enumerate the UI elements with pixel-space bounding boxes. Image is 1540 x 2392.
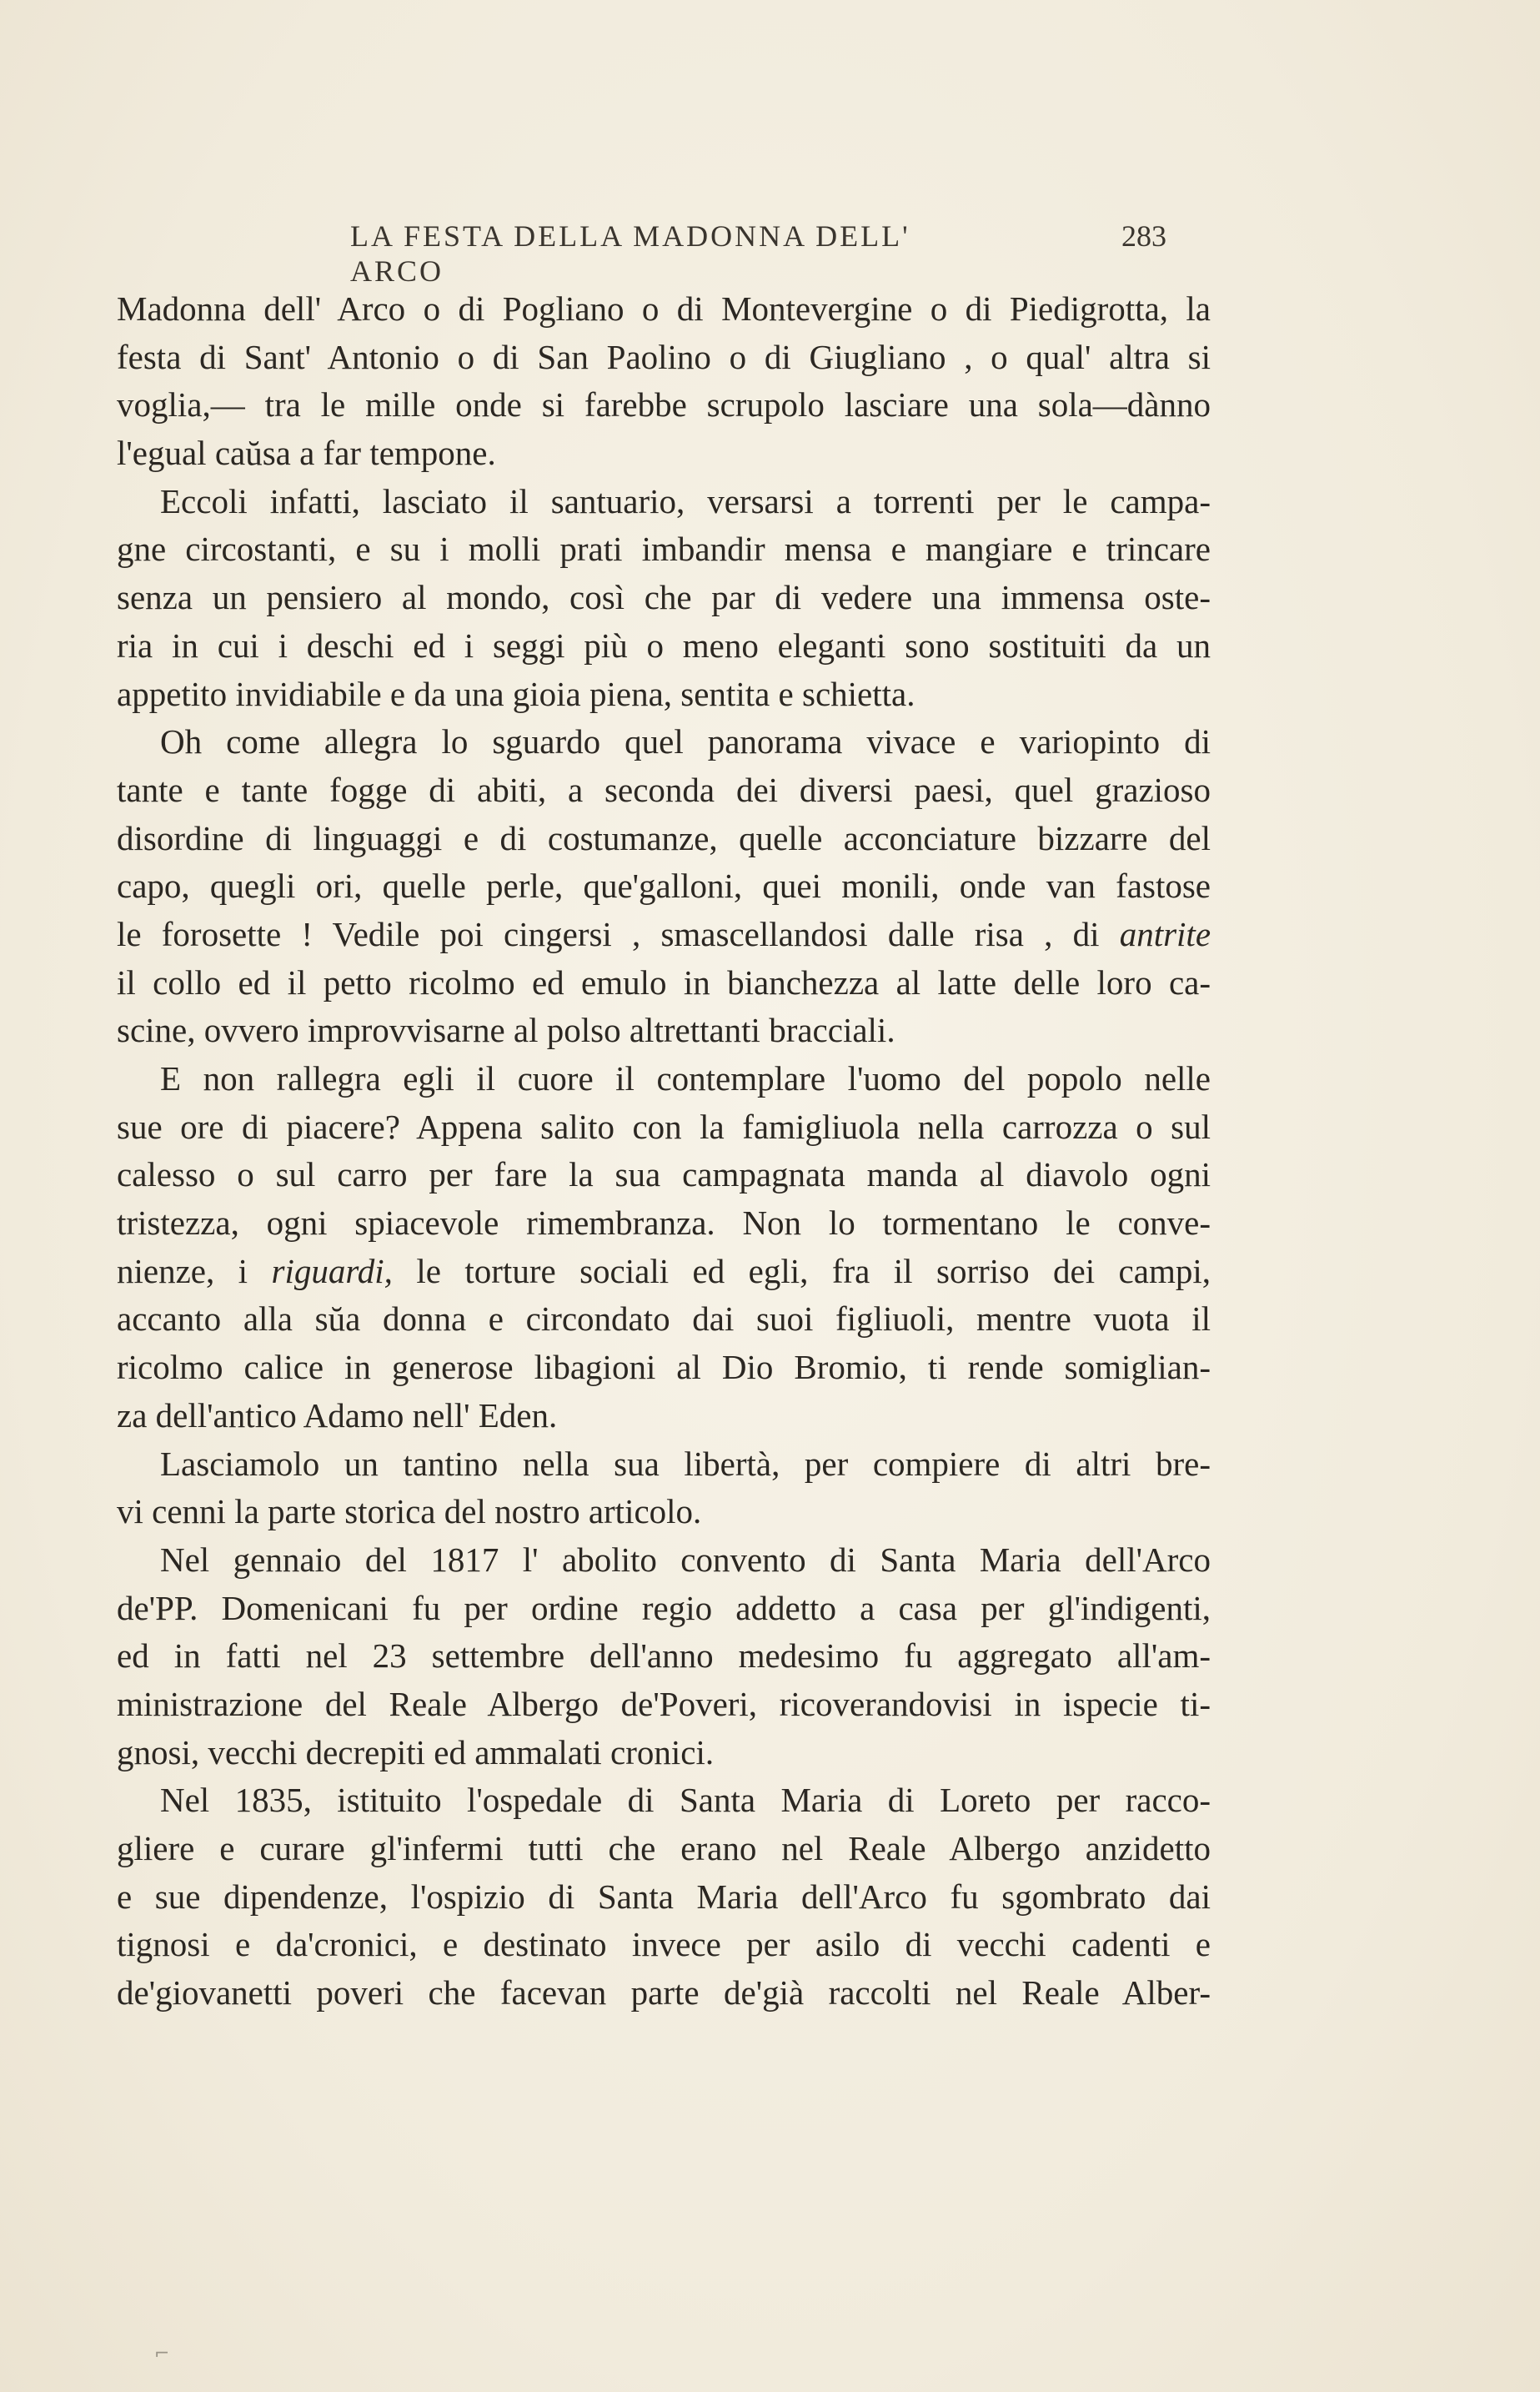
text-line-part: nienze, i [117,1251,248,1290]
text-line: e sue dipendenze, l'ospizio di Santa Maria dell'Arco fu sgombrato dai [117,1877,1211,1916]
paragraph-start-line: Nel 1835, istituito l'ospedale di Santa Maria di Loreto per racco- [160,1781,1211,1820]
paragraph-start-line: Lasciamolo un tantino nella sua libertà, per compiere di altri bre- [160,1444,1211,1483]
text-line: ria in cui i deschi ed i seggi più o meno eleganti sono sostituiti da un [117,626,1211,665]
text-line: capo, quegli ori, quelle perle, que'galloni, quei monili, onde van fastose [117,867,1211,906]
text-line: Madonna dell' Arco o di Pogliano o di Montevergine o di Piedigrotta, la [117,289,1211,328]
paragraph-start-line: Eccoli infatti, lasciato il santuario, versarsi a torrenti per le campa- [160,481,1211,520]
text-line [117,911,1211,959]
text-line: gliere e curare gl'infermi tutti che erano nel Reale Albergo anzidetto [117,1829,1211,1867]
text-line: sue ore di piacere? Appena salito con la famigliuola nella carrozza o sul [117,1107,1211,1146]
text-line: il collo ed il petto ricolmo ed emulo in bianchezza al latte delle loro ca- [117,962,1211,1002]
text-line: ricolmo calice in generose libagioni al Dio Bromio, ti rende somiglian- [117,1348,1211,1387]
text-line: calesso o sul carro per fare la sua campagnata manda al diavolo ogni [117,1155,1211,1194]
text-line: accanto alla sŭa donna e circondato dai suoi figliuoli, mentre vuota il [117,1299,1211,1339]
text-line: ministrazione del Reale Albergo de'Poveri, ricoverandovisi in ispecie ti- [117,1684,1211,1723]
italic-word: antrite [1119,914,1211,953]
text-line: de'giovanetti poveri che facevan parte de'già raccolti nel Reale Alber- [117,1973,1211,2013]
text-line: vi cenni la parte storica del nostro articolo. [117,1492,702,1531]
text-line: l'egual caŭsa a far tempone. [117,434,496,473]
running-title: LA FESTA DELLA MADONNA DELL' ARCO [350,219,910,288]
text-line [117,1248,1211,1296]
page-number: 283 [1121,219,1166,253]
text-line: disordine di linguaggi e di costumanze, quelle acconciature bizzarre del [117,818,1211,857]
running-head [0,219,1540,288]
text-line: scine, ovvero improvvisarne al polso altrettanti bracciali. [117,1011,895,1050]
text-line: tignosi e da'cronici, e destinato invece per asilo di vecchi cadenti e [117,1925,1211,1964]
text-line: tristezza, ogni spiacevole rimembranza. Non lo tormentano le conve- [117,1204,1211,1243]
text-line-part: le torture sociali ed egli, fra il sorriso dei campi, [416,1251,1211,1290]
text-line: tante e tante fogge di abiti, a seconda dei diversi paesi, quel grazioso [117,770,1211,809]
italic-word: riguardi, [271,1251,393,1290]
body-text [117,285,1211,2018]
paragraph-start-line: Nel gennaio del 1817 l' abolito convento di Santa Maria dell'Arco [160,1540,1211,1579]
stray-ink-mark: ⌐ [154,2344,170,2364]
text-line: festa di Sant' Antonio o di San Paolino o di Giugliano , o qual' altra si [117,337,1211,376]
text-line-part: le forosette ! Vedile poi cingersi , smascellandosi dalle risa , di [117,914,1100,953]
paragraph-start-line: Oh come allegra lo sguardo quel panorama vivace e variopinto di [160,722,1211,761]
text-line: gne circostanti, e su i molli prati imbandir mensa e mangiare e trincare [117,530,1211,569]
text-line: de'PP. Domenicani fu per ordine regio addetto a casa per gl'indigenti, [117,1588,1211,1627]
paragraph-start-line: E non rallegra egli il cuore il contemplare l'uomo del popolo nelle [160,1059,1211,1098]
text-line: ed in fatti nel 23 settembre dell'anno medesimo fu aggregato all'am- [117,1636,1211,1676]
text-line: senza un pensiero al mondo, così che par di vedere una immensa oste- [117,578,1211,617]
text-line: voglia,— tra le mille onde si farebbe scrupolo lasciare una sola—dànno [117,385,1211,425]
text-line: gnosi, vecchi decrepiti ed ammalati cronici. [117,1732,715,1771]
text-line: appetito invidiabile e da una gioia piena, sentita e schietta. [117,674,915,713]
text-line: za dell'antico Adamo nell' Eden. [117,1395,558,1435]
